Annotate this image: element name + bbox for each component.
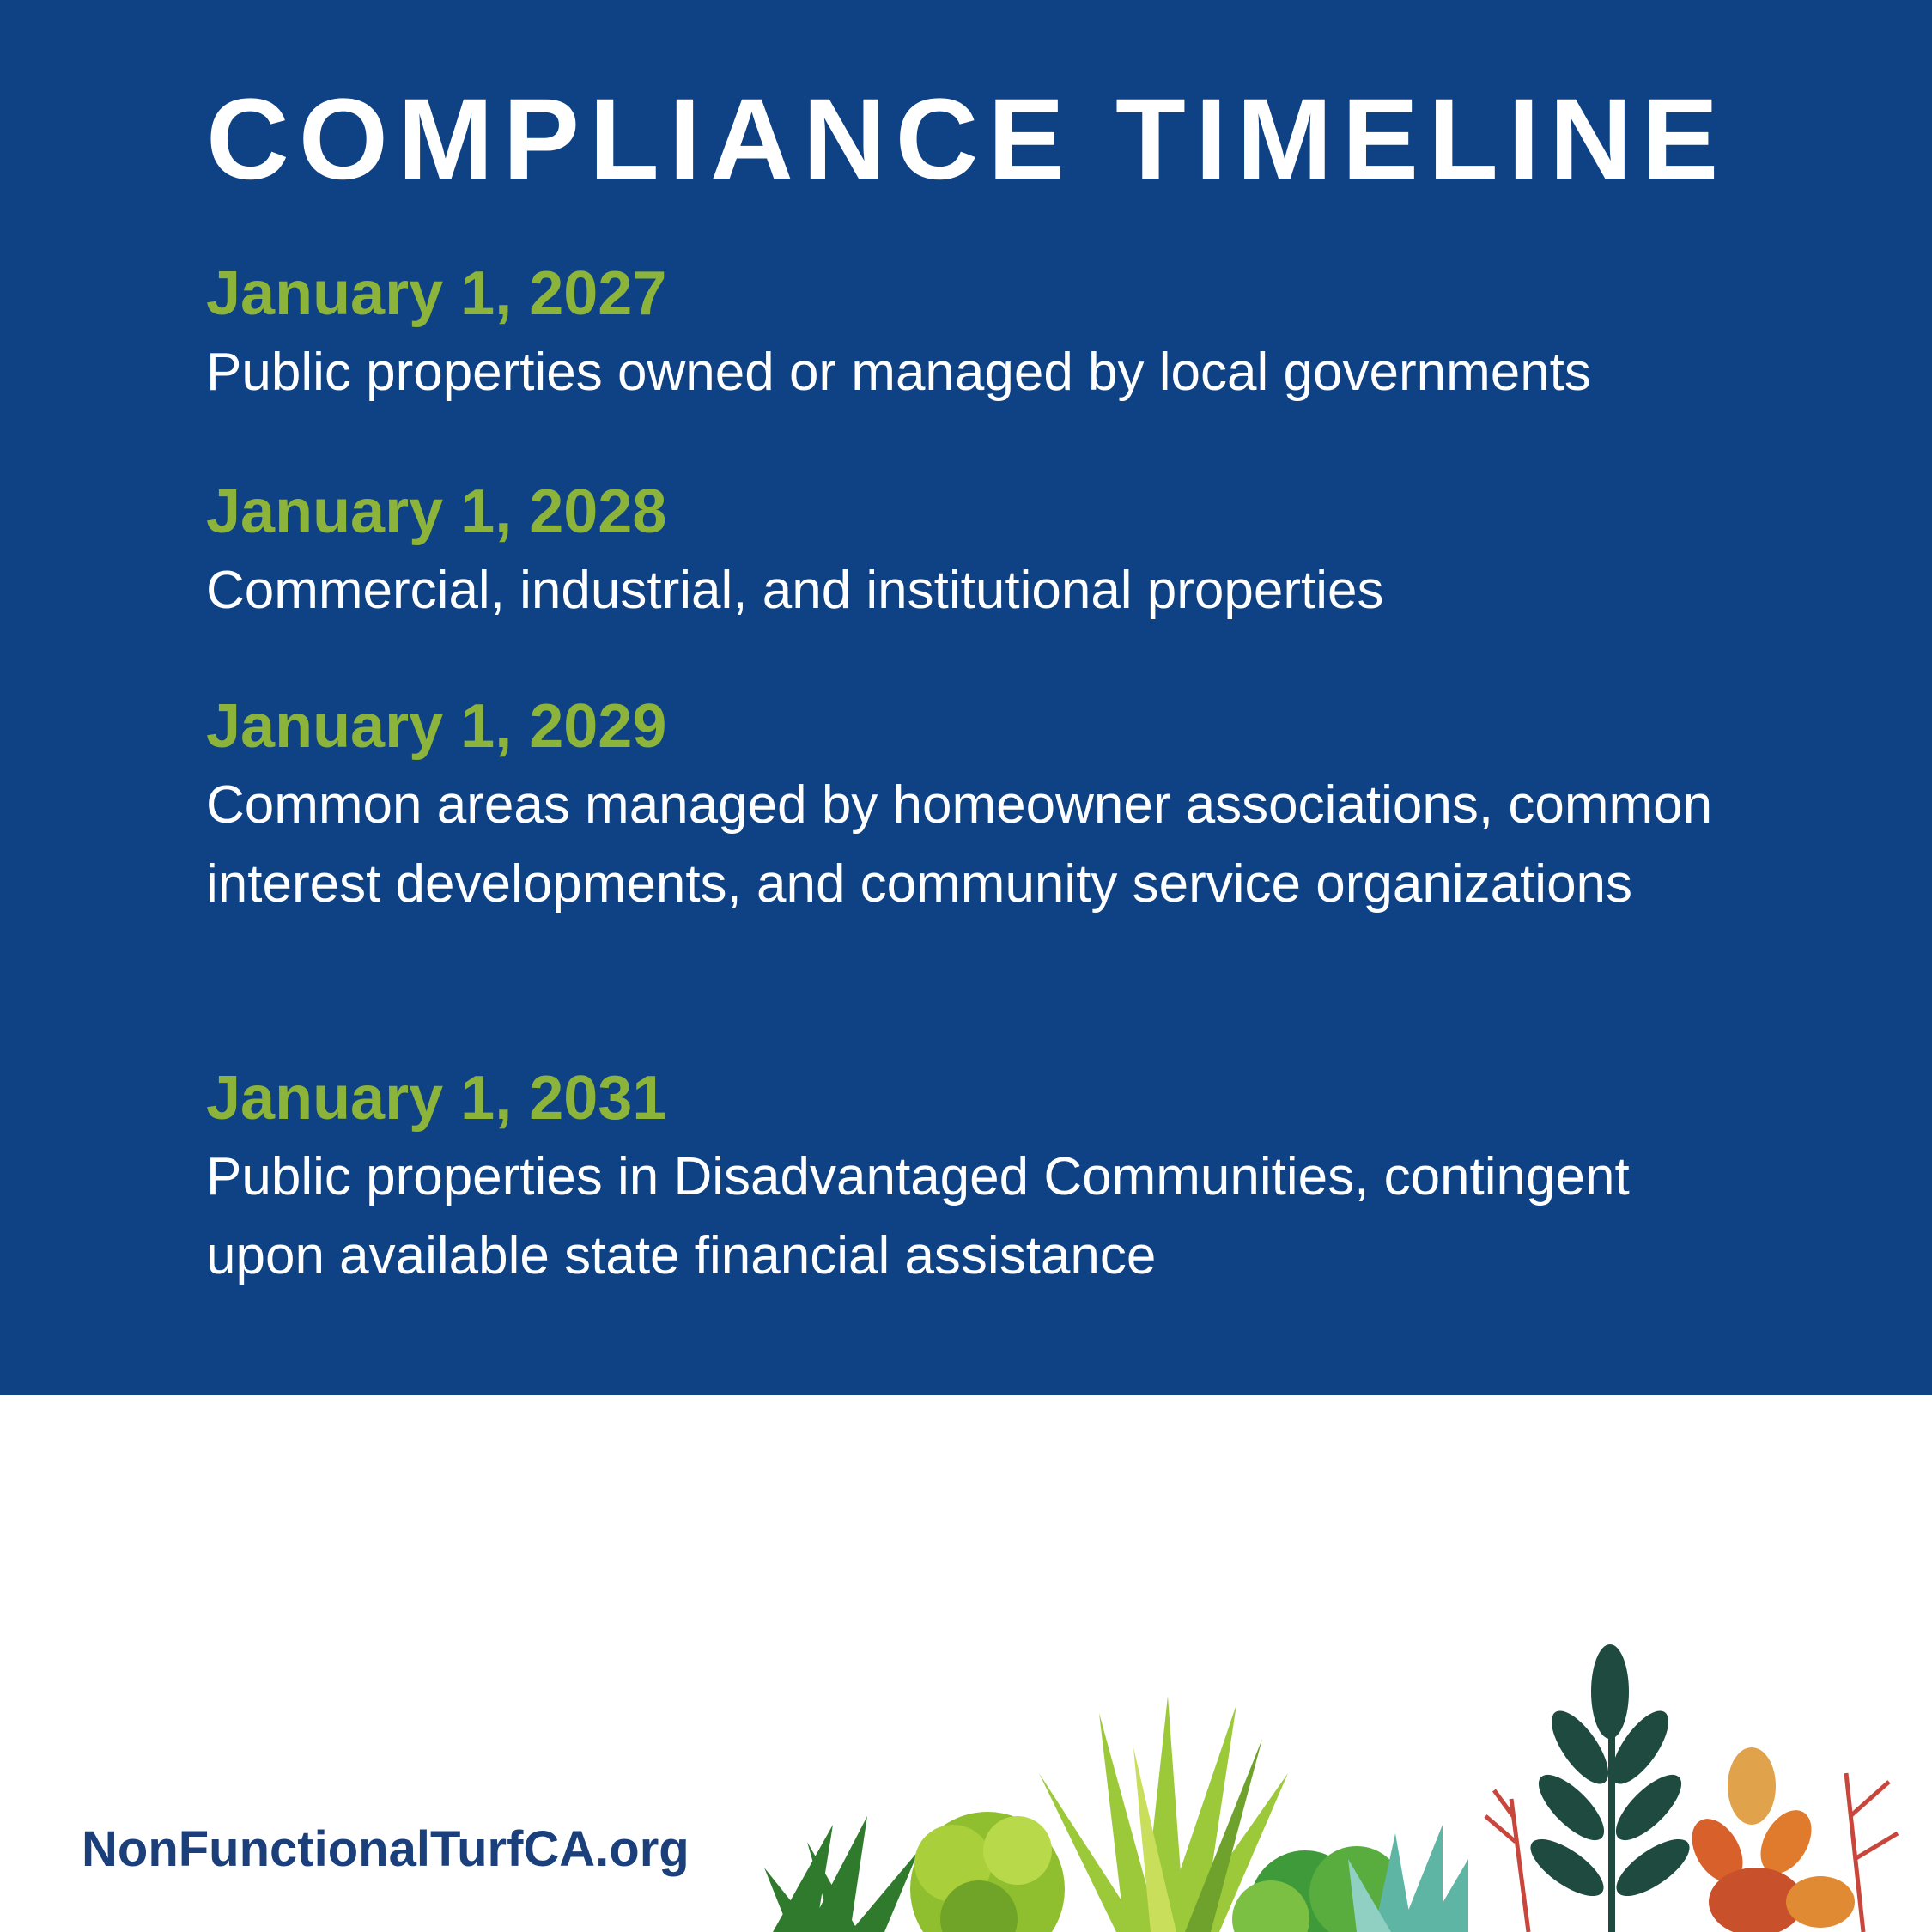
timeline-entry [206,254,1752,412]
page-title: COMPLIANCE TIMELINE [206,76,1728,204]
timeline-description: Public properties owned or managed by local governments [206,343,1591,402]
timeline-date: January 1, 2031 [206,1064,667,1133]
website-link[interactable]: NonFunctionalTurfCA.org [82,1821,690,1877]
timeline-entry [206,687,1752,924]
spiky-grass-left [764,1816,919,1932]
timeline-date: January 1, 2027 [206,259,667,328]
timeline-entry [206,472,1752,630]
timeline-date: January 1, 2028 [206,477,667,546]
timeline-description: Common areas managed by homeowner associations, common interest developments, and community service organizations [206,775,1713,914]
round-shrub [910,1812,1065,1932]
orange-plant [1681,1747,1855,1932]
timeline-entry [206,1059,1752,1296]
timeline-date: January 1, 2029 [206,692,667,761]
plants-illustration [756,1644,1932,1932]
timeline-description: Public properties in Disadvantaged Communities, contingent upon available state financial assistance [206,1147,1630,1285]
timeline-description: Commercial, industrial, and institutional properties [206,561,1384,620]
dark-leaf-plant [1522,1644,1698,1932]
